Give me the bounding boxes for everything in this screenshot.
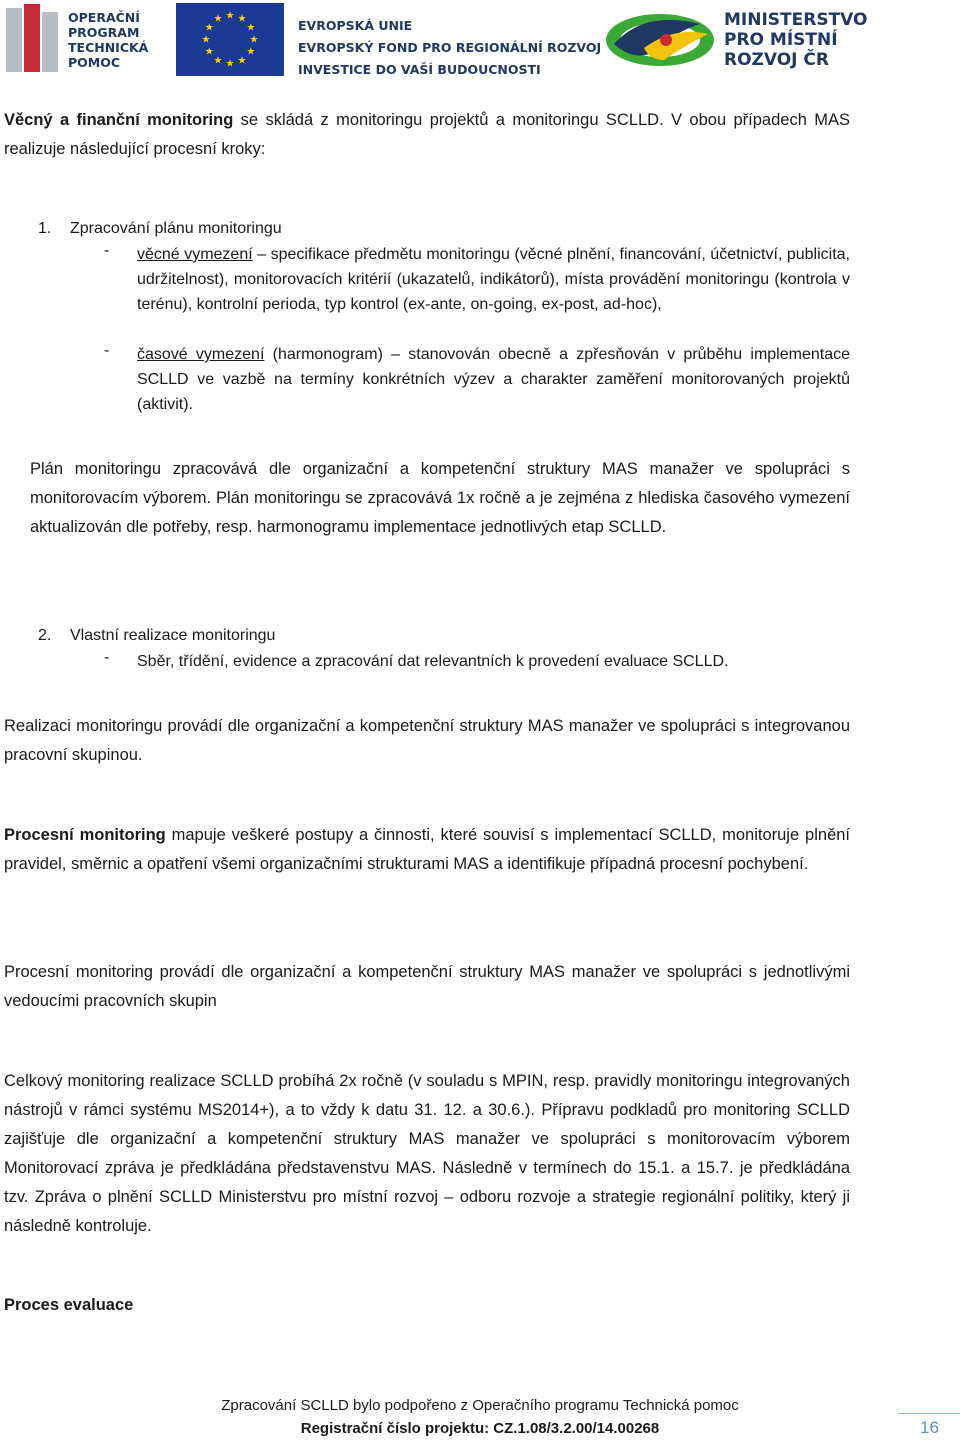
step-2-number: 2. <box>38 627 52 644</box>
eu-star-icon: ★ <box>237 55 247 67</box>
paragraph-intro <box>4 106 850 164</box>
bullet-dash: - <box>104 342 110 359</box>
paragraph-procesni-provadi: Procesní monitoring provádí dle organizační a kompetenční struktury MAS manažer ve spolupráci s jednotlivými vedoucími pracovních skupin <box>4 963 850 1010</box>
term-casove-vymezeni: časové vymezení <box>137 346 265 363</box>
eu-star-icon: ★ <box>246 46 256 58</box>
step-1-bullet-1 <box>137 242 850 317</box>
section-heading: Proces evaluace <box>4 1296 134 1314</box>
eu-star-icon: ★ <box>201 34 211 46</box>
eu-star-icon: ★ <box>225 58 235 70</box>
header-logos <box>0 0 960 80</box>
paragraph-intro-text: se skládá z monitoringu projektů a monitoringu SCLLD. V obou případech MAS realizuje následující procesní kroky: <box>4 111 850 158</box>
term-vecne-vymezeni: věcné vymezení <box>137 246 253 263</box>
eu-star-icon: ★ <box>249 34 259 46</box>
eu-star-icon: ★ <box>204 46 214 58</box>
eu-star-icon: ★ <box>213 55 223 67</box>
paragraph-realizace: Realizaci monitoringu provádí dle organizační a kompetenční struktury MAS manažer ve spolupráci s integrovanou pracovní skupinou. <box>4 717 850 764</box>
footer-registration-number: Registrační číslo projektu: CZ.1.08/3.2.00/14.00268 <box>300 1420 660 1437</box>
term-vecny-financni: Věcný a finanční monitoring <box>4 111 234 129</box>
step-2-title: Vlastní realizace monitoringu <box>70 627 276 644</box>
page-number-rule <box>898 1413 960 1414</box>
mmr-logo <box>604 6 868 76</box>
footer-support-note: Zpracování SCLLD bylo podpořeno z Operačního programu Technická pomoc <box>221 1397 739 1414</box>
bullet-dash: - <box>104 649 110 666</box>
eu-star-icon: ★ <box>213 13 223 25</box>
paragraph-celkovy-monitoring: Celkový monitoring realizace SCLLD probíhá 2x ročně (v souladu s MPIN, resp. pravidly monitoringu integrovaných nástrojů v rámci systému MS2014+), a to vždy k datu 31. 12. a 30.6.). Přípravu podkladů pro monitoring SCLLD zajišťuje dle organizační a kompetenční struktury MAS manažer ve spolupráci s monitorovacím výborem Monitorovací zpráva je předkládána představenstvu MAS. Následně v termínech do 15.1. a 15.7. je předkládána tzv. Zpráva o plnění SCLLD Ministerstvu pro místní rozvoj – odboru rozvoje a strategie regionální politiky, který ji následně kontroluje. <box>4 1072 850 1235</box>
bullet-dash: - <box>104 242 110 259</box>
paragraph-procesni-monitoring <box>4 821 850 879</box>
mmr-logo-text: MINISTERSTVO PRO MÍSTNÍ ROZVOJ ČR <box>724 10 868 70</box>
eu-star-icon: ★ <box>225 10 235 22</box>
optp-emblem-icon <box>4 2 64 76</box>
optp-logo <box>4 2 154 78</box>
paragraph-plan: Plán monitoringu zpracovává dle organizační a kompetenční struktury MAS manažer ve spolupráci s monitorovacím výborem. Plán monitoringu se zpracovává 1x ročně a je zejména z hlediska časového vymezení aktualizován dle potřeby, resp. harmonogramu implementace jednotlivých etap SCLLD. <box>30 460 850 536</box>
optp-logo-text: OPERAČNÍ PROGRAM TECHNICKÁ POMOC <box>68 10 149 70</box>
eu-logo-text: EVROPSKÁ UNIE EVROPSKÝ FOND PRO REGIONÁLNÍ ROZVOJ INVESTICE DO VAŠÍ BUDOUCNOSTI <box>298 18 602 77</box>
eu-flag-icon <box>176 3 284 76</box>
paragraph-procesni-monitoring-text: mapuje veškeré postupy a činnosti, které souvisí s implementací SCLLD, monitoruje plnění pravidel, směrnic a opatření všemi organizačními strukturami MAS a identifikuje případná procesní pochybení. <box>4 826 851 873</box>
page-number: 16 <box>920 1418 939 1437</box>
step-1-title: Zpracování plánu monitoringu <box>70 220 282 237</box>
step-1-bullet-2 <box>137 342 850 417</box>
eu-star-icon: ★ <box>204 22 214 34</box>
term-procesni-monitoring: Procesní monitoring <box>4 826 166 844</box>
eu-star-icon: ★ <box>237 13 247 25</box>
eu-star-icon: ★ <box>246 22 256 34</box>
mmr-emblem-icon <box>604 6 716 72</box>
step-2-bullet-1: Sběr, třídění, evidence a zpracování dat relevantních k provedení evaluace SCLLD. <box>137 653 729 670</box>
step-1-number: 1. <box>38 220 52 237</box>
step-1-bullet-2-text: (harmonogram) – stanovován obecně a zpřesňován v průběhu implementace SCLLD ve vazbě na termíny konkrétních výzev a charakter zaměření monitorovaných projektů (aktivit). <box>137 346 850 413</box>
step-1-bullet-1-text: – specifikace předmětu monitoringu (věcné plnění, financování, účetnictví, publicita, udržitelnost), monitorovacích kritérií (ukazatelů, indikátorů), místa provádění monitoringu (kontrola v terénu), kontrolní perioda, typ kontrol (ex-ante, on-going, ex-post, ad-hoc), <box>137 246 850 313</box>
